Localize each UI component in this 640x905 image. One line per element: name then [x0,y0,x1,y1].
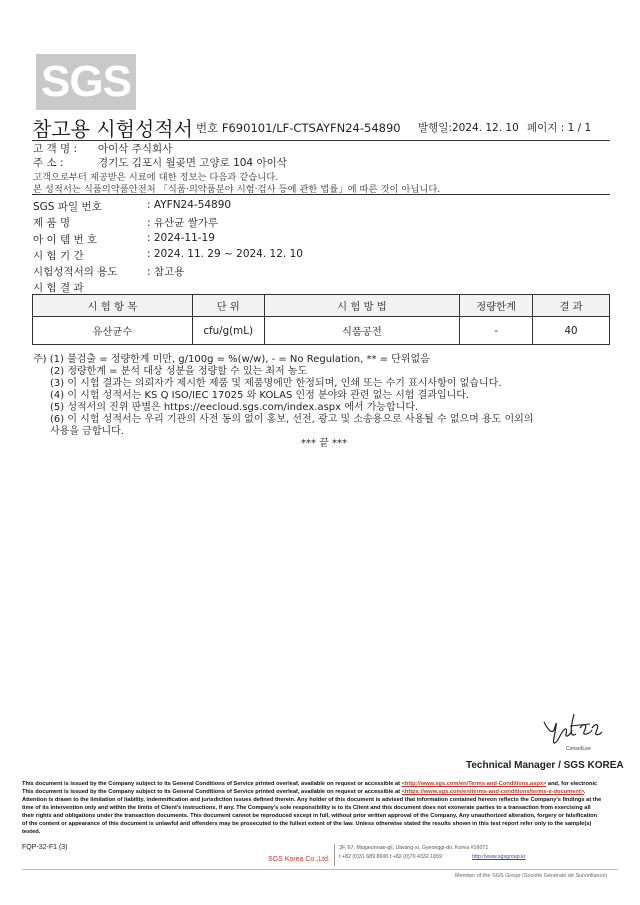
test-period-value: : 2024. 11. 29 ~ 2024. 12. 10 [147,248,303,260]
note-line: (3) 이 시험 결과는 의뢰자가 제시한 제품 및 제품명에만 한정되며, 인쇄 또는 수기 표시사항이 없습니다. [50,378,502,389]
item-number-label: 아 이 템 번 호 [33,234,98,246]
e-document-terms-link[interactable]: <https://www.sgs.com/en/terms-and-conditions/terms-e-document> [401,789,585,795]
col-header-unit: 단 위 [192,295,264,317]
disclaimer-part: and, for electronic This document is issued by the Company subject to its General Conditions of Service printed overleaf, available on request or accessible at [22,781,598,795]
company-phone: t +82 (0)31 689 8600 f +82 (0)70 4332 1659 [339,854,443,860]
company-name: SGS Korea Co.,Ltd. [268,856,330,863]
sgs-logo [36,54,136,110]
terms-link[interactable]: <http://www.sgs.com/en/Terms-and-Conditions.aspx> [401,781,547,787]
file-number-value: : AYFN24-54890 [147,199,232,211]
table-header-row [33,295,610,317]
item-number-value: : 2024-11-19 [147,232,215,244]
col-header-loq: 정량한계 [460,295,533,317]
note-line: 사용을 금합니다. [50,426,124,437]
legal-notice: 본 성적서는 식품의약품안전처 「식품·의약품분야 시험·검사 등에 관한 법률」에 따른 것이 아닙니다. [33,184,441,195]
form-number: FQP-32-F1 (3) [22,844,68,851]
report-use-value: : 참고용 [147,266,185,278]
report-use-label: 시험성적서의 용도 [33,266,118,278]
table-row [33,317,610,345]
col-header-method: 시 험 방 법 [264,295,460,317]
test-period-label: 시 험 기 간 [33,250,84,262]
cell-test-item: 유산균수 [33,317,193,345]
client-label: 고 객 명 : [33,143,77,155]
footer-divider [334,844,335,866]
company-address: 3F, 67, Maigeunnae-gil, Ulwang-si, Gyeonggi-do, Korea #16071 [339,845,489,851]
note-line: (5) 성적서의 진위 판별은 https://eecloud.sgs.com/index.aspx 에서 가능합니다. [50,402,419,413]
test-results-label: 시 험 결 과 [33,282,84,294]
product-name-value: : 유산균 쌀가루 [147,217,219,229]
cell-loq: - [460,317,533,345]
cell-result: 40 [533,317,610,345]
end-mark: *** 끝 *** [301,438,348,449]
page-title: 참고용 시험성적서 [32,117,193,141]
page-indicator: 페이지 : 1 / 1 [527,122,592,134]
note-line: 주) (1) 불검출 = 정량한계 미만, g/100g = %(w/w), - = No Regulation, ** = 단위없음 [33,354,430,365]
divider [32,194,610,195]
signer-name: ConardLee [566,746,591,752]
note-line: (2) 정량한계 = 분석 대상 성분을 정량할 수 있는 최저 농도 [50,366,308,377]
technical-manager-title: Technical Manager / SGS KOREA [466,760,624,771]
signature-image [540,708,604,750]
product-name-label: 제 품 명 [33,217,71,229]
member-statement: Member of the SGS Group (Société Générale de Surveillance) [455,873,608,879]
sample-info-notice: 고객으로부터 제공받은 시료에 대한 정보는 다음과 같습니다. [33,172,279,183]
col-header-test-item: 시 험 항 목 [33,295,193,317]
note-line: (6) 이 시험 성적서는 우리 기관의 사전 동의 없이 홍보, 선전, 광고 및 소송용으로 사용될 수 없으며 용도 이외의 [50,414,534,425]
document-number: 번호 F690101/LF-CTSAYFN24-54890 [196,121,401,135]
note-line: (4) 이 시험 성적서는 KS Q ISO/IEC 17025 와 KOLAS 인정 분야와 관련 없는 시험 결과입니다. [50,390,470,401]
disclaimer-part: . Attention is drawn to the limitation of liability, indemnification and jurisdiction issues defined therein. Any holder of this document is advised that information contained hereon reflects the Company's findings at the time of its intervention only and within the limits of Client's instructions, if any. The Company's sole responsibility is to its Client and this document does not exonerate parties to a transaction from exercising all their rights and obligations under the transaction documents. This document cannot be reproduced except in full, without prior written approval of the Company. Any unauthorized alteration, forgery or falsification of the content or appearance of this document is unlawful and offenders may be prosecuted to the fullest extent of the law. Unless otherwise stated the results shown in this test report refer only to the sample(s) tested. [22,789,602,835]
address-value: 경기도 김포시 월곶면 고양로 104 아이삭 [98,157,287,169]
cell-unit: cfu/g(mL) [192,317,264,345]
results-table [32,294,610,345]
col-header-result: 결 과 [533,295,610,317]
address-label: 주 소 : [33,157,64,169]
disclaimer-text [22,780,602,836]
client-value: 아이삭 주식회사 [98,143,173,155]
disclaimer-part: This document is issued by the Company subject to its General Conditions of Service printed overleaf, available on request or accessible at [22,781,402,787]
issue-date: 발행일:2024. 12. 10 [418,122,519,134]
footer-rule [22,869,618,870]
file-number-label: SGS 파일 번호 [33,201,102,213]
logo-text: SGS [41,57,131,106]
cell-method: 식품공전 [264,317,460,345]
website-link[interactable]: http://www.sgsgroup.kr [472,854,526,860]
